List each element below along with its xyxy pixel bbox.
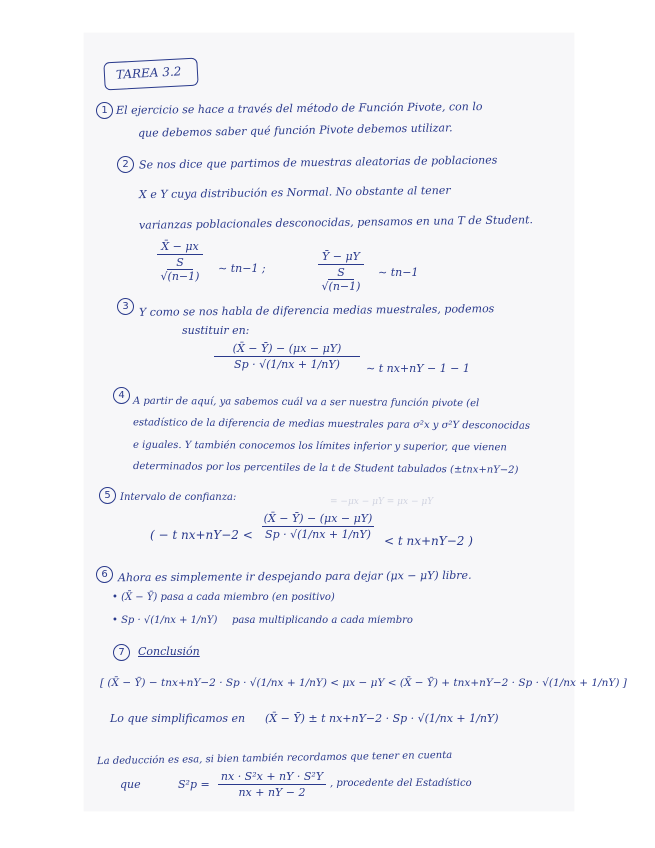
item6-bullet1: • (X̄ − Ȳ) pasa a cada miembro (en positivo) <box>112 592 335 603</box>
item-number-2: 2 <box>117 156 134 173</box>
item5-line1: Intervalo de confianza: <box>120 492 237 503</box>
item-number-1: 1 <box>96 102 113 119</box>
item1-line1: El ejercicio se hace a través del método de Función Pivote, con lo <box>115 100 483 117</box>
item4-line2: estadístico de la diferencia de medias muestrales para σ²x y σ²Y desconocidas <box>132 417 531 432</box>
pivot-x-numerator: X̄ − μx <box>161 240 199 253</box>
item3-line1: Y como se nos habla de diferencia medias muestrales, podemos <box>138 302 495 319</box>
item2-line3: varianzas poblacionales desconocidas, pensamos en una T de Student. <box>138 213 534 232</box>
item6-bullet2b: pasa multiplicando a cada miembro <box>232 615 413 626</box>
interval-denominator: Sp · √(1/nx + 1/nY) <box>265 528 371 541</box>
item-number-5: 5 <box>99 487 116 504</box>
pooled-variance-fraction <box>218 770 326 799</box>
footer-line1: La deducción es esa, si bien también recordamos que tener en cuenta <box>96 749 453 768</box>
pivot-y-den-top: S <box>337 266 345 279</box>
item1-line2: que debemos saber qué función Pivote debemos utilizar. <box>137 121 453 140</box>
interval-numerator: (X̄ − Ȳ) − (μx − μY) <box>263 512 373 525</box>
pivot-x-tail: ∼ tn−1 ; <box>218 262 266 275</box>
footer-line2: , procedente del Estadístico <box>330 778 472 789</box>
page-title: TAREA 3.2 <box>115 64 182 82</box>
pivot-y-tail: ∼ tn−1 <box>378 266 419 279</box>
footer-que: que <box>120 778 141 791</box>
pooled-variance-lhs: S²p = <box>178 778 210 791</box>
pooled-variance-denominator: nx + nY − 2 <box>238 786 306 799</box>
item6-line1: Ahora es simplemente ir despejando para dejar (μx − μY) libre. <box>117 568 472 585</box>
conclusion-inequality: [ (X̄ − Ȳ) − tnx+nY−2 · Sp · √(1/nx + 1/nY) < μx − μY < (X̄ − Ȳ) + tnx+nY−2 · Sp · √(1/nx + 1/nY) ] <box>100 677 627 689</box>
pivot-y-fraction <box>318 250 364 293</box>
diff-means-fraction <box>214 342 360 371</box>
item-number-3: 3 <box>117 298 134 315</box>
diff-means-denominator: Sp · √(1/nx + 1/nY) <box>234 358 340 371</box>
item3-line2: sustituir en: <box>182 324 250 337</box>
diff-means-tail: ∼ t nx+nY − 1 − 1 <box>366 362 470 375</box>
pivot-x-fraction <box>157 240 203 283</box>
pivot-x-den-top: S <box>176 256 184 269</box>
item4-line1: A partir de aquí, ya sabemos cuál va a ser nuestra función pivote (el <box>132 395 480 410</box>
pivot-x-den-bottom: √(n−1) <box>160 270 200 283</box>
item6-bullet2a: • Sp · √(1/nx + 1/nY) <box>112 615 218 626</box>
item-number-4: 4 <box>113 387 130 404</box>
simplified-interval: (X̄ − Ȳ) ± t nx+nY−2 · Sp · √(1/nx + 1/nY) <box>265 712 499 725</box>
diff-means-numerator: (X̄ − Ȳ) − (μx − μY) <box>232 342 342 355</box>
item-number-6: 6 <box>96 566 113 583</box>
item2-line1: Se nos dice que partimos de muestras aleatorias de poblaciones <box>138 153 498 172</box>
item2-line2: X e Y cuya distribución es Normal. No obstante al tener <box>138 183 451 202</box>
simplify-label: Lo que simplificamos en <box>110 712 246 725</box>
pooled-variance-numerator: nx · S²x + nY · S²Y <box>220 770 324 783</box>
pivot-y-den-bottom: √(n−1) <box>321 280 361 293</box>
item4-line3: e iguales. Y también conocemos los límites inferior y superior, que vienen <box>132 439 507 454</box>
item-number-7: 7 <box>113 644 130 661</box>
interval-left: ( − t nx+nY−2 < <box>150 528 253 542</box>
interval-right: < t nx+nY−2 ) <box>384 534 473 548</box>
item5-faint-note: = −μx − μY = μx − μY <box>330 497 434 507</box>
interval-fraction <box>262 512 374 541</box>
pivot-y-numerator: Ȳ − μY <box>322 250 360 263</box>
item4-line4: determinados por los percentiles de la t de Student tabulados (±tnx+nY−2) <box>132 460 519 477</box>
conclusion-heading: Conclusión <box>138 645 200 658</box>
